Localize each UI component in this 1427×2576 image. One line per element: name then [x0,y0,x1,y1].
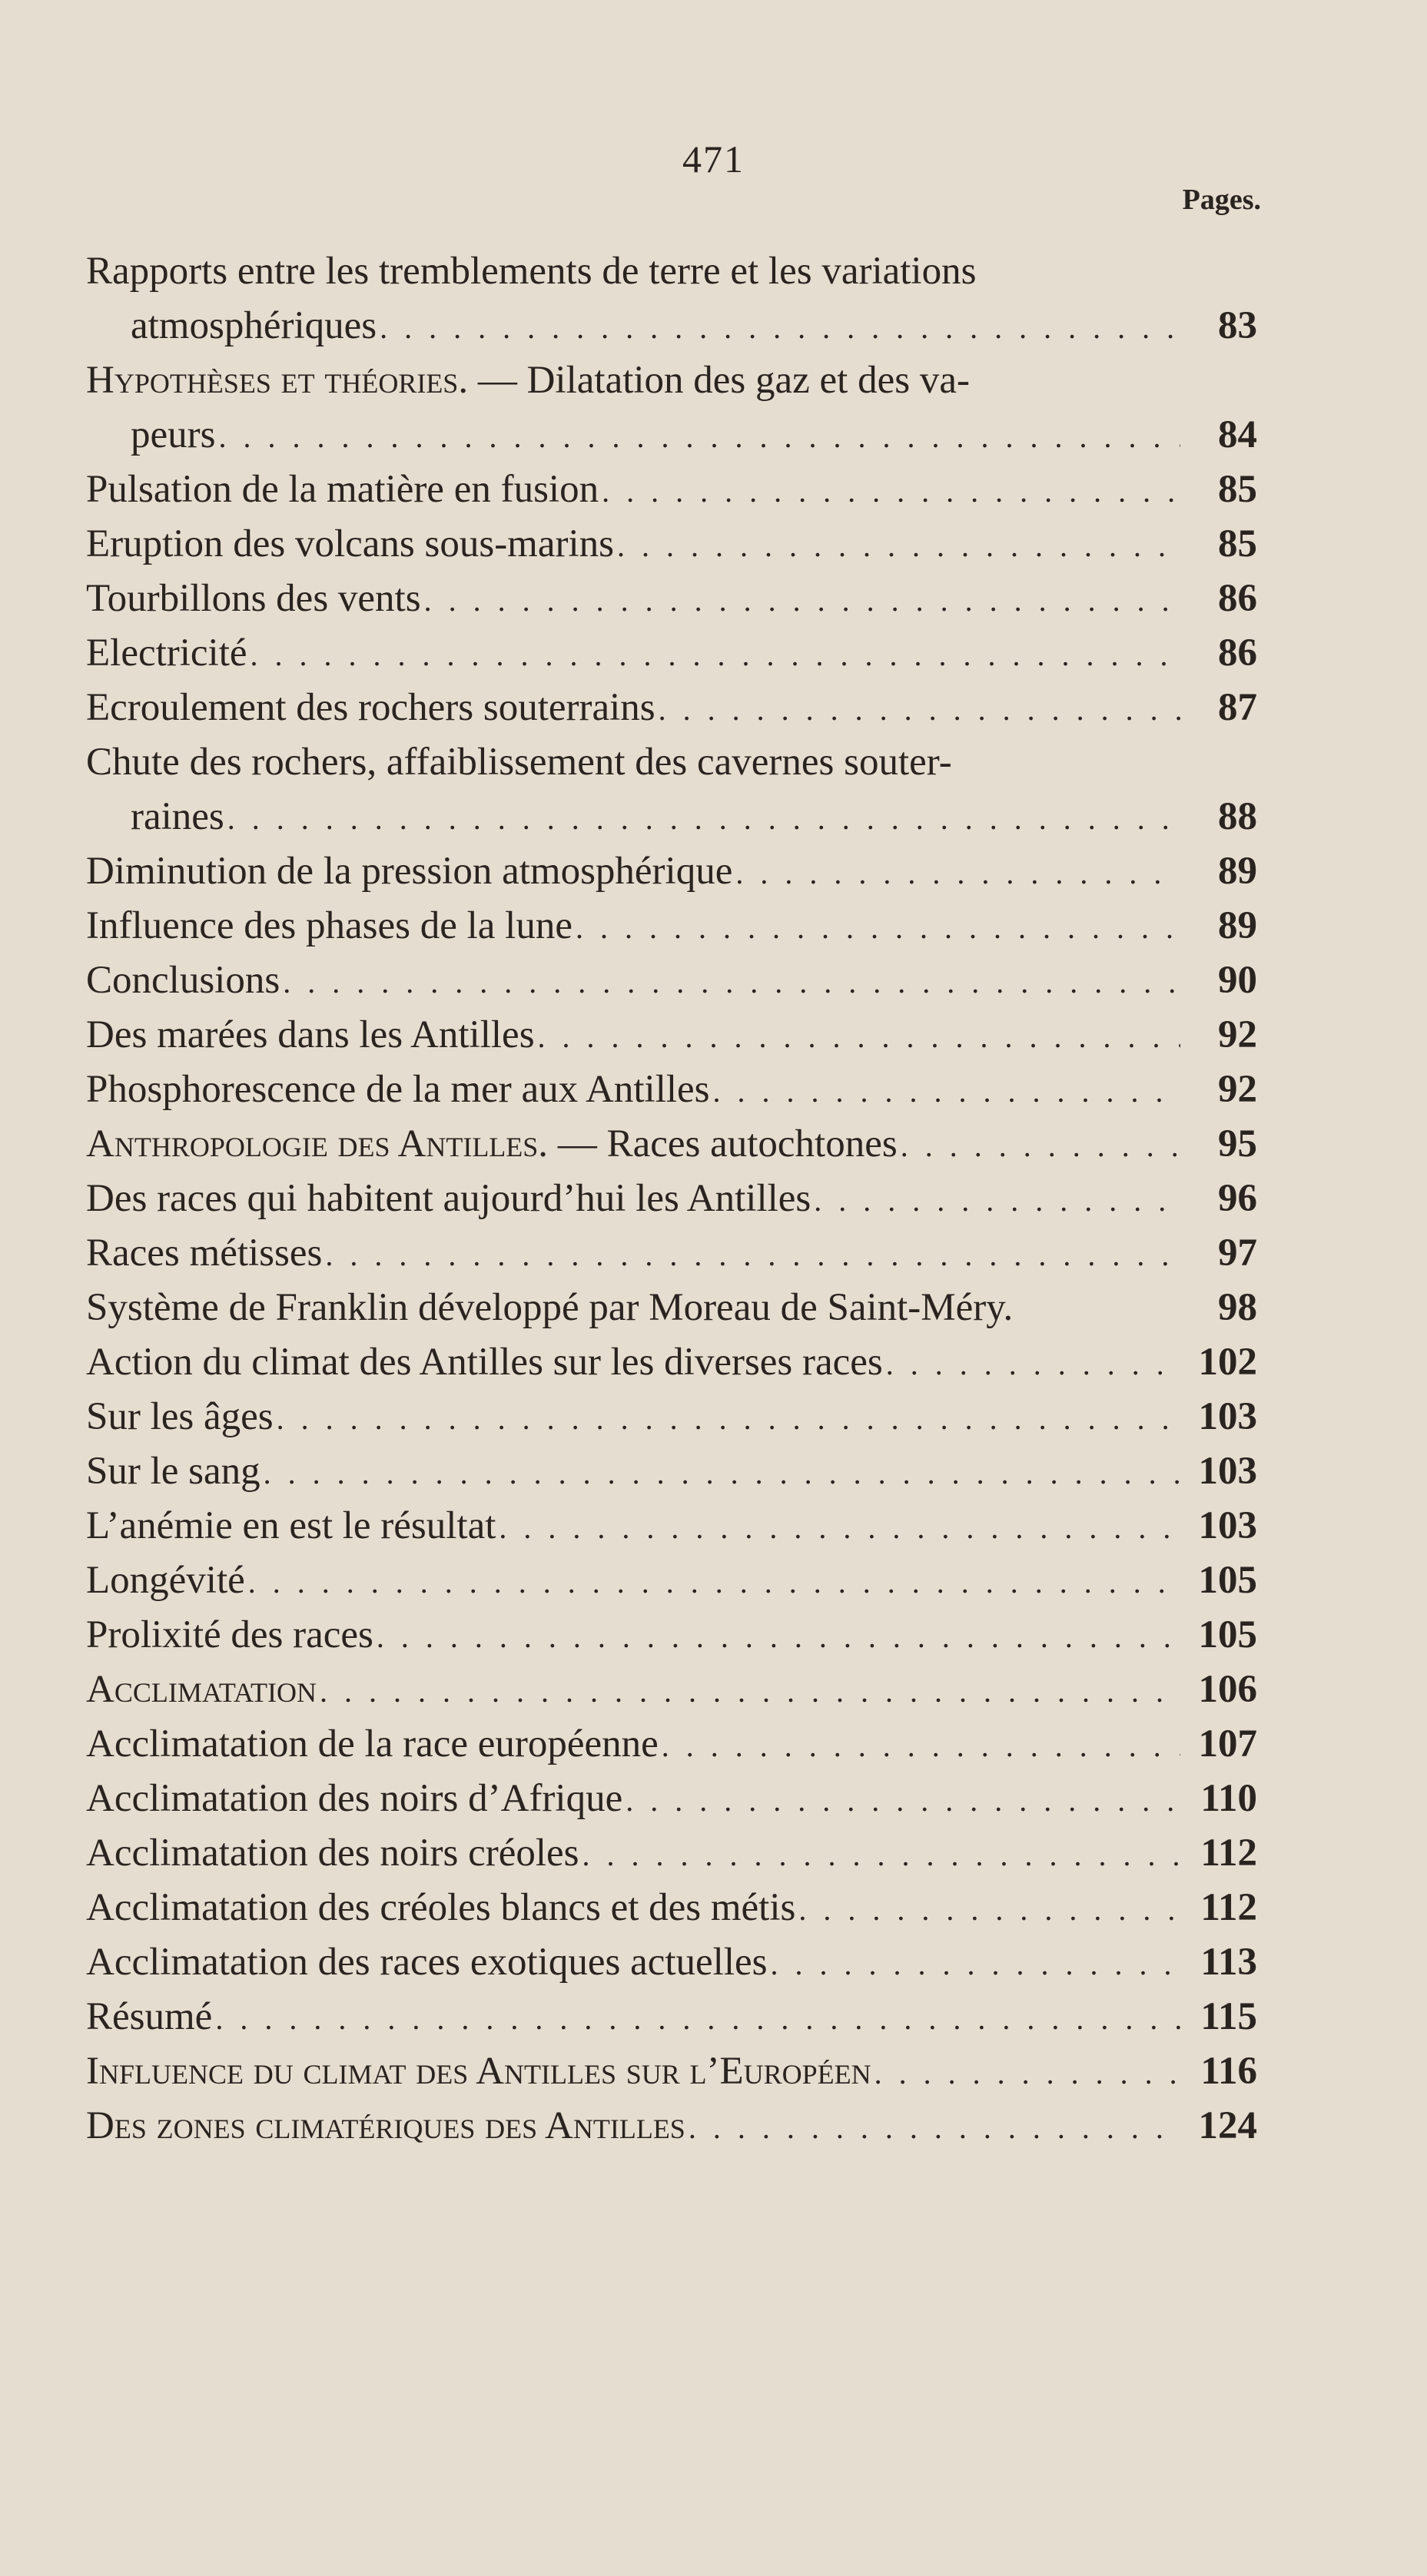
toc-entry-page: 86 [1218,577,1257,620]
dot-leader [735,846,1180,900]
toc-entry-page: 92 [1218,1013,1257,1056]
toc-entry-page: 95 [1218,1122,1257,1165]
toc-entry-label: Acclimatation des noirs d’Afrique [86,1777,623,1820]
toc-entry [86,844,1257,899]
toc-entry-page: 84 [1218,413,1257,456]
toc-entry-page: 86 [1218,632,1257,675]
toc-entry-page: 106 [1198,1668,1257,1711]
table-of-contents [86,244,1257,2153]
dot-leader [901,1119,1180,1173]
section-heading: Acclimatation [86,1668,317,1711]
toc-entry-label: Diminution de la pression atmosphérique [86,850,733,893]
dot-leader [659,682,1180,737]
toc-entry [86,1826,1257,1881]
toc-entry [86,1553,1257,1608]
toc-entry-page: 103 [1198,1395,1257,1438]
toc-entry-label: Des marées dans les Antilles [86,1013,535,1056]
toc-entry-page: 103 [1198,1450,1257,1493]
toc-entry-label: Ecroulement des rochers souterrains [86,686,655,729]
toc-entry-label: Chute des rochers, affaiblissement des cavernes souter- [86,741,952,784]
toc-entry [86,517,1257,572]
dot-leader [424,573,1180,628]
dot-leader [227,791,1180,846]
toc-entry-label: Influence des phases de la lune [86,904,572,947]
toc-entry [86,626,1257,681]
toc-entry [86,2099,1257,2153]
dot-leader [218,409,1180,464]
toc-entry [86,353,1257,462]
toc-entry-page: 92 [1218,1068,1257,1111]
toc-entry-page: 107 [1198,1722,1257,1765]
toc-entry [86,735,1257,844]
dot-leader [626,1773,1180,1828]
toc-entry-label: Acclimatation de la race européenne [86,1722,659,1765]
toc-entry [86,1281,1257,1335]
toc-entry [86,1663,1257,1717]
toc-entry-label: Eruption des volcans sous-marins [86,522,614,565]
dot-leader [377,1610,1180,1664]
toc-entry [86,2044,1257,2099]
toc-entry-label: Tourbillons des vents [86,577,421,620]
dot-leader [814,1173,1180,1228]
toc-entry-label: Sur les âges [86,1395,274,1438]
toc-entry-page: 88 [1218,795,1257,838]
toc-entry-label: Longévité [86,1559,245,1602]
dot-leader [886,1337,1180,1391]
pages-column-label: Pages. [1182,184,1261,216]
toc-entry-page: 83 [1218,304,1257,347]
dot-leader [662,1719,1180,1773]
dot-leader [277,1391,1180,1446]
toc-entry [86,462,1257,517]
toc-entry-page: 85 [1218,522,1257,565]
toc-entry-label-rest: — Dilatation des gaz et des va- [468,359,970,402]
toc-entry-label: Prolixité des races [86,1613,373,1656]
toc-entry-label [86,353,970,408]
toc-entry-page: 116 [1200,2050,1257,2093]
toc-entry [86,1608,1257,1663]
dot-leader [798,1882,1180,1937]
toc-entry-label: Acclimatation des races exotiques actuelles [86,1941,768,1984]
dot-leader [251,628,1180,682]
toc-entry-label: Conclusions [86,959,280,1002]
dot-leader [582,1828,1180,1882]
toc-entry [86,1990,1257,2044]
dot-leader [617,519,1180,573]
toc-entry-page: 103 [1198,1504,1257,1547]
toc-entry [86,1226,1257,1281]
toc-entry-page: 124 [1198,2104,1257,2147]
dot-leader [499,1500,1180,1555]
dot-leader [248,1555,1180,1610]
dot-leader [874,2046,1180,2100]
toc-entry-page: 97 [1218,1232,1257,1275]
toc-entry-label [86,1117,898,1172]
toc-entry-label: Système de Franklin développé par Moreau de Saint-Méry. [86,1286,1014,1329]
dot-leader [689,2100,1180,2155]
dot-leader [320,1664,1180,1719]
toc-entry [86,1772,1257,1826]
toc-entry [86,1499,1257,1553]
toc-entry-page: 102 [1198,1341,1257,1384]
toc-entry [86,1063,1257,1117]
toc-entry-page: 98 [1218,1286,1257,1329]
toc-entry-label: Acclimatation des noirs créoles [86,1832,579,1875]
toc-entry-label: Action du climat des Antilles sur les diverses races [86,1341,883,1384]
toc-entry [86,1335,1257,1390]
toc-entry-label: Rapports entre les tremblements de terre et les variations [86,250,977,293]
toc-entry-page: 105 [1198,1559,1257,1602]
toc-entry [86,1390,1257,1444]
toc-entry [86,953,1257,1008]
dot-leader [264,1446,1180,1500]
toc-entry-page: 89 [1218,850,1257,893]
section-heading: Des zones climatériques des Antilles [86,2104,685,2147]
toc-entry-page: 87 [1218,686,1257,729]
dot-leader [538,1010,1180,1064]
toc-entry [86,1717,1257,1772]
toc-entry-page: 112 [1200,1832,1257,1875]
toc-entry [86,1117,1257,1172]
dot-leader [215,1991,1180,2046]
toc-entry [86,681,1257,735]
toc-entry [86,1444,1257,1499]
toc-entry-page: 110 [1200,1777,1257,1820]
toc-entry [86,1008,1257,1063]
toc-entry-label: Races métisses [86,1232,323,1275]
toc-entry [86,1881,1257,1935]
toc-entry [86,572,1257,626]
toc-entry-label-continued: atmosphériques [131,304,377,347]
toc-entry-page: 90 [1218,959,1257,1002]
toc-entry-page: 112 [1200,1886,1257,1929]
toc-entry-label: Acclimatation des créoles blancs et des métis [86,1886,796,1929]
section-heading: Influence du climat des Antilles sur l’Européen [86,2050,871,2093]
toc-entry-label-rest: — Races autochtones [548,1122,898,1165]
toc-entry-label: Sur le sang [86,1450,261,1493]
toc-entry-label: Résumé [86,1995,213,2038]
toc-entry-page: 105 [1198,1613,1257,1656]
toc-entry-label-continued: peurs [131,413,216,456]
toc-entry-page: 96 [1218,1177,1257,1220]
toc-entry-page: 113 [1200,1941,1257,1984]
toc-entry-label: Electricité [86,632,247,675]
dot-leader [283,955,1180,1010]
toc-entry [86,899,1257,953]
toc-entry-page: 89 [1218,904,1257,947]
section-heading: Hypothèses et théories. [86,359,469,402]
toc-entry-label: Des races qui habitent aujourd’hui les Antilles [86,1177,811,1220]
page-number: 471 [682,138,745,181]
dot-leader [713,1064,1180,1119]
toc-entry-label: Phosphorescence de la mer aux Antilles [86,1068,710,1111]
section-heading: Anthropologie des Antilles. [86,1122,549,1165]
dot-leader [325,1228,1180,1282]
dot-leader [770,1937,1180,1991]
dot-leader [602,464,1180,519]
toc-entry-page: 85 [1218,468,1257,511]
toc-entry-page: 115 [1200,1995,1257,2038]
toc-entry [86,244,1257,353]
dot-leader [576,900,1180,955]
toc-entry-label: L’anémie en est le résultat [86,1504,496,1547]
toc-entry [86,1172,1257,1226]
dot-leader [380,300,1180,355]
toc-entry-label: Pulsation de la matière en fusion [86,468,599,511]
toc-entry-label-continued: raines [131,795,224,838]
toc-entry [86,1935,1257,1990]
